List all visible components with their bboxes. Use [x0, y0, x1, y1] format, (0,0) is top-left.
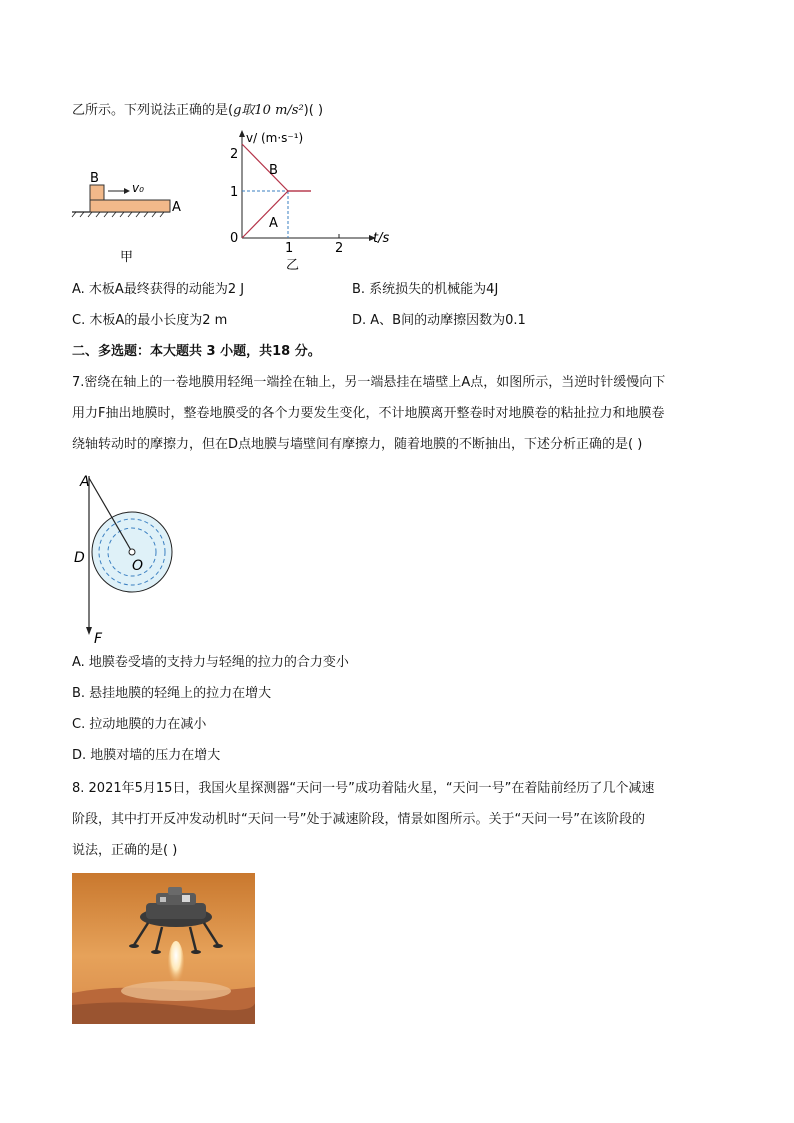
figure-yi-caption: 乙 [286, 258, 300, 273]
tianwen-lander-photo [72, 873, 255, 1024]
figure-yi-vt-chart [222, 128, 402, 273]
q7-text-line-1: 7.密绕在轴上的一卷地膜用轻绳一端拴在轴上，另一端悬挂在墙壁上A点，如图所示，当逆时针缓慢向下 [72, 375, 666, 390]
block-b-label: B [90, 171, 99, 186]
board-a-label: A [172, 200, 181, 215]
point-a-label: A [80, 474, 90, 490]
q7-text-line-2: 用力F抽出地膜时，整卷地膜受的各个力要发生变化，不计地膜离开整卷时对地膜卷的粘扯拉力和地膜卷 [72, 406, 665, 421]
intro-g-value: g取10 m/s² [233, 103, 304, 118]
figure-jia [70, 170, 200, 270]
block-b-shape [90, 185, 104, 200]
point-o-label: O [132, 558, 144, 574]
velocity-label: v₀ [132, 181, 144, 195]
q7-option-b[interactable]: B. 悬挂地膜的轻绳上的拉力在增大 [72, 686, 272, 701]
q6-option-b[interactable]: B. 系统损失的机械能为4J [352, 282, 499, 297]
origin-label: 0 [230, 231, 239, 246]
x-axis-label: t/s [373, 231, 390, 246]
q8-text-line-2: 阶段，其中打开反冲发动机时“天问一号”处于减速阶段，情景如图所示。关于“天问一号”在该阶段的 [72, 812, 645, 827]
q6-option-d[interactable]: D. A、B间的动摩擦因数为0.1 [352, 313, 526, 328]
q6-option-c[interactable]: C. 木板A的最小长度为2 m [72, 313, 228, 328]
q8-text-line-1: 8. 2021年5月15日，我国火星探测器“天问一号”成功着陆火星，“天问一号”在着陆前经历了几个减速 [72, 781, 655, 796]
question-intro-line [72, 101, 323, 121]
intro-suffix: )( ) [303, 103, 324, 118]
figure-jia-caption: 甲 [120, 250, 134, 265]
x-tick-2-label: 2 [335, 241, 344, 256]
q7-option-c[interactable]: C. 拉动地膜的力在减小 [72, 717, 207, 732]
q7-option-d[interactable]: D. 地膜对墙的压力在增大 [72, 748, 221, 763]
section-2-heading: 二、多选题：本大题共 3 小题，共18 分。 [72, 344, 321, 359]
point-d-label: D [74, 550, 85, 566]
series-b-label: B [269, 163, 278, 178]
force-f-label: F [94, 631, 103, 647]
y-tick-1-label: 1 [230, 185, 239, 200]
q8-text-line-3: 说法，正确的是( ) [72, 843, 178, 858]
q6-option-a[interactable]: A. 木板A最终获得的动能为2 J [72, 282, 245, 297]
y-axis-label: v/ (m·s⁻¹) [246, 131, 304, 145]
intro-prefix: 乙所示。下列说法正确的是( [72, 103, 234, 118]
y-tick-2-label: 2 [230, 147, 239, 162]
axis-point-o [129, 549, 135, 555]
series-a-label: A [269, 216, 278, 231]
board-a-shape [90, 200, 170, 212]
x-tick-1-label: 1 [285, 241, 294, 256]
q7-text-line-3: 绕轴转动时的摩擦力，但在D点地膜与墙壁间有摩擦力，随着地膜的不断抽出，下述分析正确的是( ) [72, 437, 643, 452]
q7-option-a[interactable]: A. 地膜卷受墙的支持力与轻绳的拉力的合力变小 [72, 655, 349, 670]
q7-film-roll-figure [70, 470, 190, 650]
